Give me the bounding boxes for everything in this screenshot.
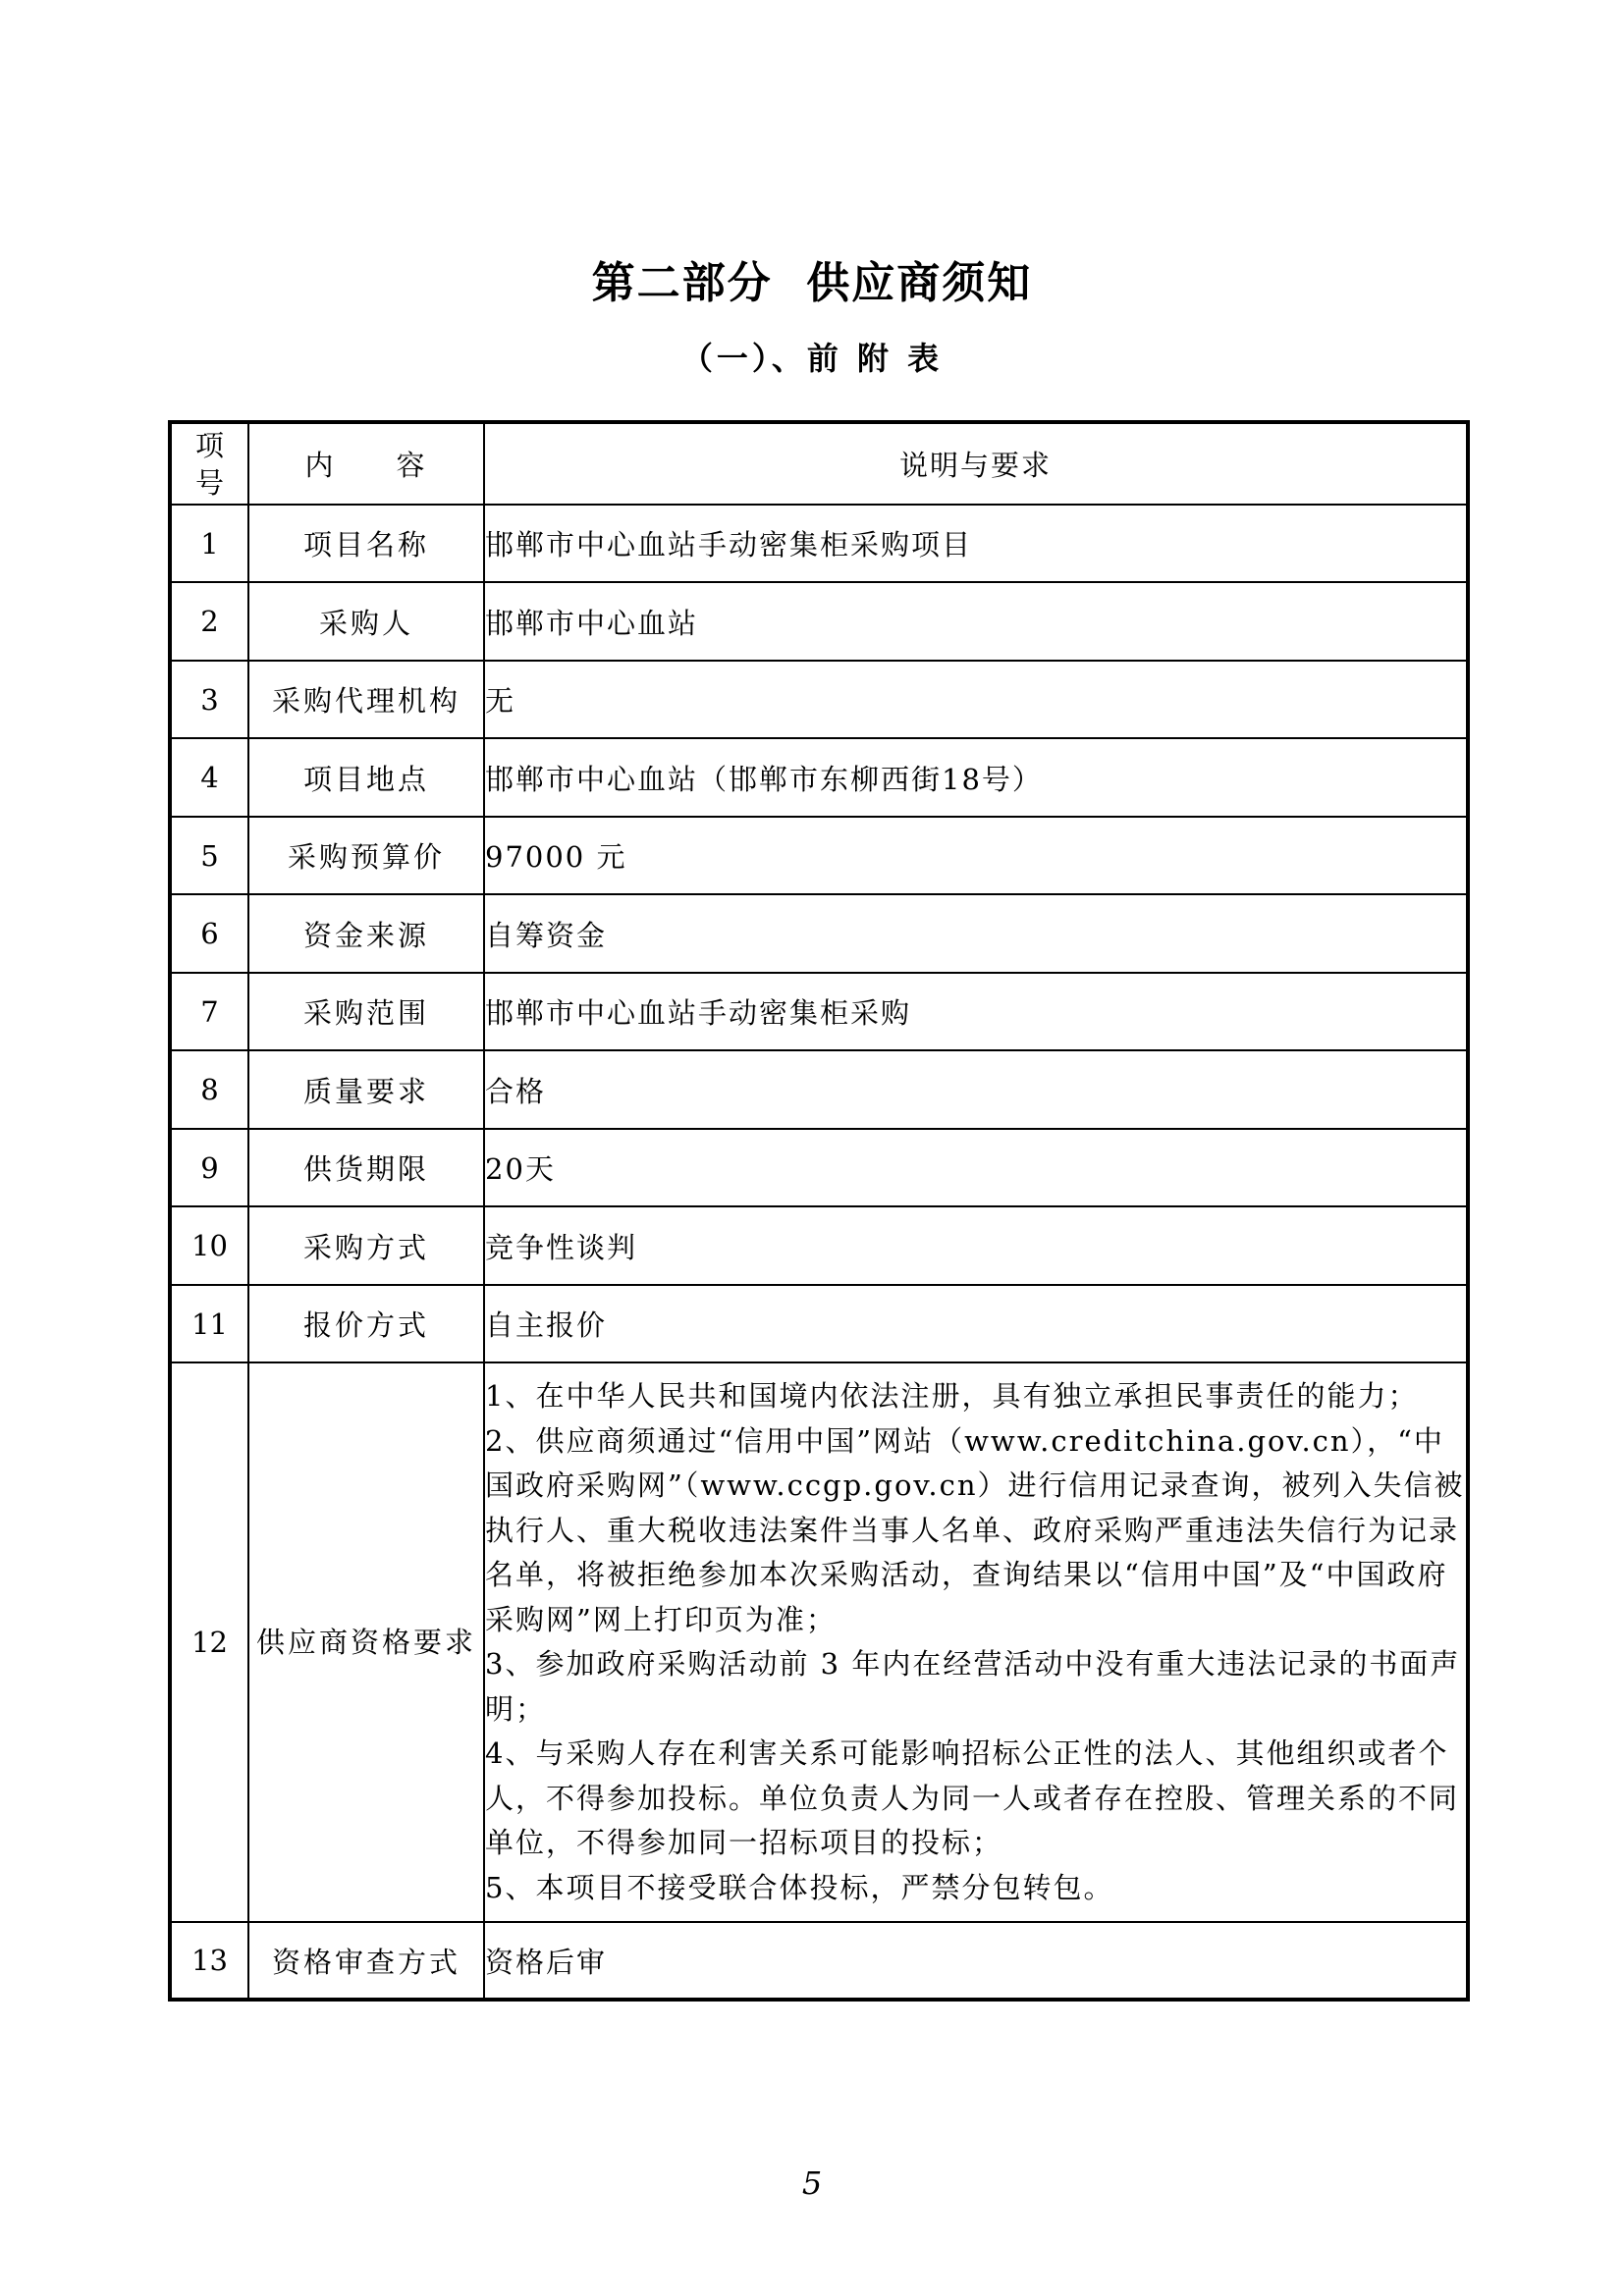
page-title: 第二部分 供应商须知: [591, 258, 1033, 308]
qualification-item: 5、本项目不接受联合体投标，严禁分包转包。: [485, 1870, 1114, 1904]
row-desc: 97000 元: [484, 817, 1468, 894]
row-no: 1: [170, 505, 248, 582]
table-row: [170, 894, 1468, 973]
row-item: 报价方式: [248, 1285, 484, 1362]
row-desc: 合格: [484, 1050, 1468, 1129]
requirements-table: [168, 420, 1470, 2002]
qualification-item: 4、与采购人存在利害关系可能影响招标公正性的法人、其他组织或者个人，不得参加投标。单位负责人为同一人或者存在控股、管理关系的不同单位，不得参加同一招标项目的投标；: [485, 1736, 1460, 1859]
row-no: 2: [170, 582, 248, 661]
row-item: 采购代理机构: [248, 661, 484, 738]
row-desc: 无: [484, 661, 1468, 738]
row-no: 9: [170, 1129, 248, 1206]
qualification-item: 1、在中华人民共和国境内依法注册，具有独立承担民事责任的能力；: [485, 1379, 1419, 1413]
header-no: [170, 422, 248, 505]
table-row: [170, 1922, 1468, 2000]
table-row: [170, 817, 1468, 894]
row-item: 采购人: [248, 582, 484, 661]
row-desc: 邯郸市中心血站手动密集柜采购项目: [484, 505, 1468, 582]
table-header-row: [170, 422, 1468, 505]
table-row: [170, 1129, 1468, 1206]
row-no: 4: [170, 738, 248, 817]
row-item: 供货期限: [248, 1129, 484, 1206]
header-desc: 说明与要求: [484, 422, 1468, 505]
row-item: 资金来源: [248, 894, 484, 973]
row-desc: 自主报价: [484, 1285, 1468, 1362]
row-no: 7: [170, 973, 248, 1050]
table-row: [170, 582, 1468, 661]
row-no: 3: [170, 661, 248, 738]
table-row: [170, 738, 1468, 817]
header-no-text: 项号: [194, 428, 224, 500]
row-desc: 资格后审: [484, 1922, 1468, 2000]
row-item: 采购方式: [248, 1206, 484, 1285]
row-no: 8: [170, 1050, 248, 1129]
row-item: 项目名称: [248, 505, 484, 582]
row-item: 采购预算价: [248, 817, 484, 894]
row-no: 12: [170, 1362, 248, 1922]
row-no: 10: [170, 1206, 248, 1285]
row-item: 质量要求: [248, 1050, 484, 1129]
row-item: 资格审查方式: [248, 1922, 484, 2000]
table-row: [170, 505, 1468, 582]
section-subtitle: （一）、前 附 表: [680, 340, 944, 377]
table-row: [170, 1362, 1468, 1922]
qualification-item: 3、参加政府采购活动前 3 年内在经营活动中没有重大违法记录的书面声明；: [485, 1647, 1461, 1726]
qualification-item: 2、供应商须通过“信用中国”网站（www.creditchina.gov.cn），“中国政府采购网”（www.ccgp.gov.cn）进行信用记录查询，被列入失信被执行人、重大税收违法案件当事人名单、政府采购严重违法失信行为记录名单，将被拒绝参加本次采购活动，查询结果以“信用中国”及“中国政府采购网”网上打印页为准；: [485, 1423, 1465, 1636]
row-desc: 邯郸市中心血站（邯郸市东柳西街18号）: [484, 738, 1468, 817]
row-no: 5: [170, 817, 248, 894]
page-number: 5: [801, 2164, 823, 2202]
row-desc: 邯郸市中心血站手动密集柜采购: [484, 973, 1468, 1050]
row-item: 项目地点: [248, 738, 484, 817]
table-row: [170, 661, 1468, 738]
row-no: 13: [170, 1922, 248, 2000]
row-desc: 竞争性谈判: [484, 1206, 1468, 1285]
table-row: [170, 973, 1468, 1050]
row-desc: [484, 1362, 1468, 1922]
table-row: [170, 1285, 1468, 1362]
row-no: 6: [170, 894, 248, 973]
row-desc: 邯郸市中心血站: [484, 582, 1468, 661]
table-row: [170, 1050, 1468, 1129]
row-desc: 自筹资金: [484, 894, 1468, 973]
row-item: 供应商资格要求: [248, 1362, 484, 1922]
header-item: 内 容: [248, 422, 484, 505]
row-item: 采购范围: [248, 973, 484, 1050]
row-desc: 20天: [484, 1129, 1468, 1206]
table-row: [170, 1206, 1468, 1285]
row-no: 11: [170, 1285, 248, 1362]
